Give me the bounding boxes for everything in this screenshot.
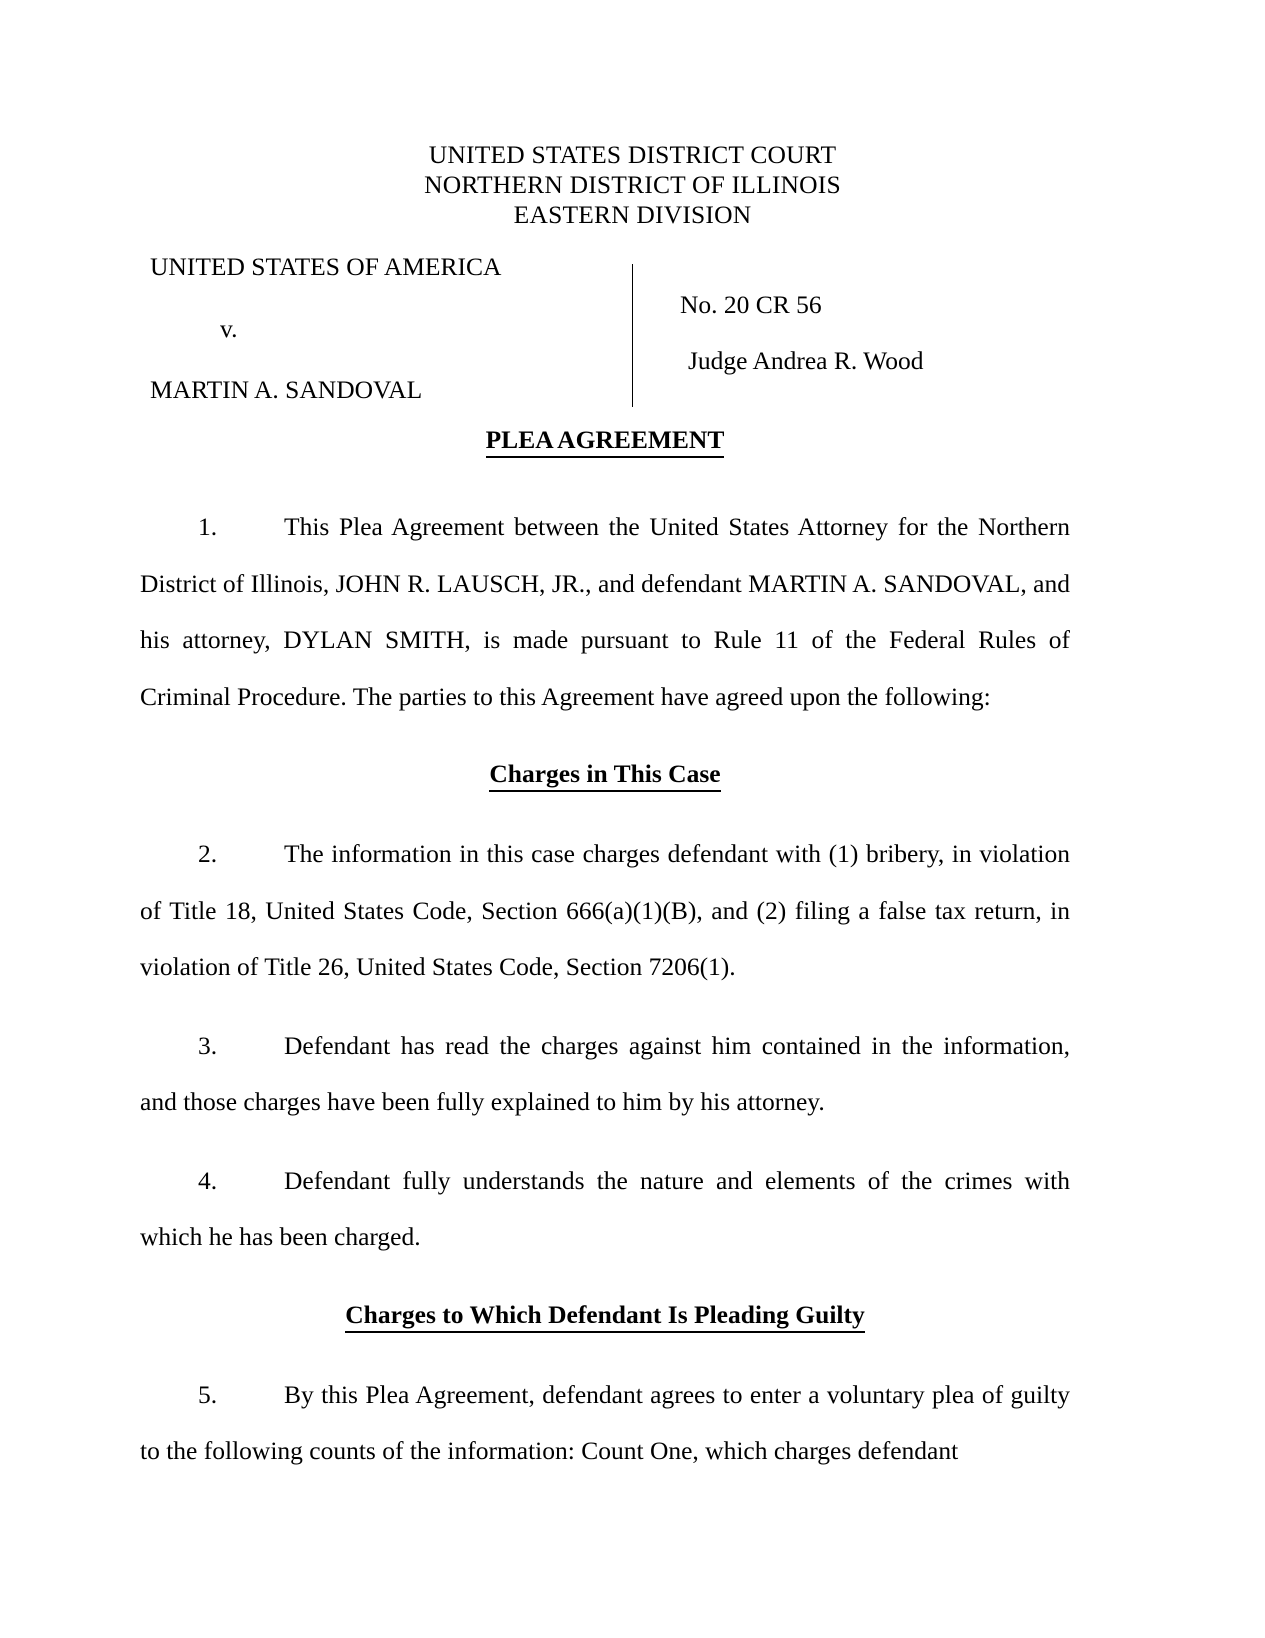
document-title-text: PLEA AGREEMENT	[486, 425, 725, 458]
section-heading-charges-in-this-case	[140, 759, 1070, 792]
section-heading-charges-pleading-guilty-text: Charges to Which Defendant Is Pleading Guilty	[345, 1300, 865, 1333]
paragraph-1-number: 1.	[198, 512, 218, 541]
court-header-line-1: UNITED STATES DISTRICT COURT	[428, 140, 837, 169]
paragraph-4-number: 4.	[198, 1165, 218, 1195]
caption-case-number: No. 20 CR 56	[680, 290, 822, 319]
section-heading-charges-pleading-guilty	[140, 1300, 1070, 1333]
paragraph-1	[140, 499, 1070, 725]
caption-defendant: MARTIN A. SANDOVAL	[150, 375, 423, 404]
paragraph-3	[140, 1018, 1070, 1131]
caption-plaintiff: UNITED STATES OF AMERICA	[150, 252, 502, 281]
document-title	[140, 425, 1070, 458]
paragraph-3-text: Defendant has read the charges against him contained in the information, and those charges have been fully explained to him by his attorney.	[140, 1030, 1070, 1116]
caption-judge: Judge Andrea R. Wood	[688, 346, 924, 375]
court-header	[0, 140, 1265, 230]
paragraph-1-text: This Plea Agreement between the United States Attorney for the Northern District of Illinois, JOHN R. LAUSCH, JR., and defendant MARTIN A. SANDOVAL, and his attorney, DYLAN SMITH, is made pursuant to Rule 11 of the Federal Rules of Criminal Procedure. The parties to this Agreement have agreed upon the following:	[140, 512, 1070, 711]
paragraph-5-text: By this Plea Agreement, defendant agrees to enter a voluntary plea of guilty to the following counts of the information: Count One, which charges defendant	[140, 1379, 1070, 1465]
section-heading-charges-in-this-case-text: Charges in This Case	[489, 759, 720, 792]
court-header-line-3: EASTERN DIVISION	[513, 200, 752, 229]
paragraph-4-text: Defendant fully understands the nature and elements of the crimes with which he has been charged.	[140, 1165, 1070, 1251]
court-header-line-2: NORTHERN DISTRICT OF ILLINOIS	[424, 170, 841, 199]
paragraph-2-text: The information in this case charges defendant with (1) bribery, in violation of Title 18, United States Code, Section 666(a)(1)(B), and (2) filing a false tax return, in violation of Title 26, United States Code, Section 7206(1).	[140, 839, 1070, 981]
case-caption	[140, 250, 1100, 405]
paragraph-4	[140, 1153, 1070, 1266]
document-body	[140, 425, 1070, 1480]
caption-versus: v.	[220, 314, 238, 343]
paragraph-2	[140, 826, 1070, 996]
caption-divider-rule	[632, 264, 633, 407]
paragraph-5-number: 5.	[198, 1379, 218, 1409]
paragraph-5	[140, 1367, 1070, 1480]
paragraph-2-number: 2.	[198, 839, 218, 868]
paragraph-3-number: 3.	[198, 1030, 218, 1060]
